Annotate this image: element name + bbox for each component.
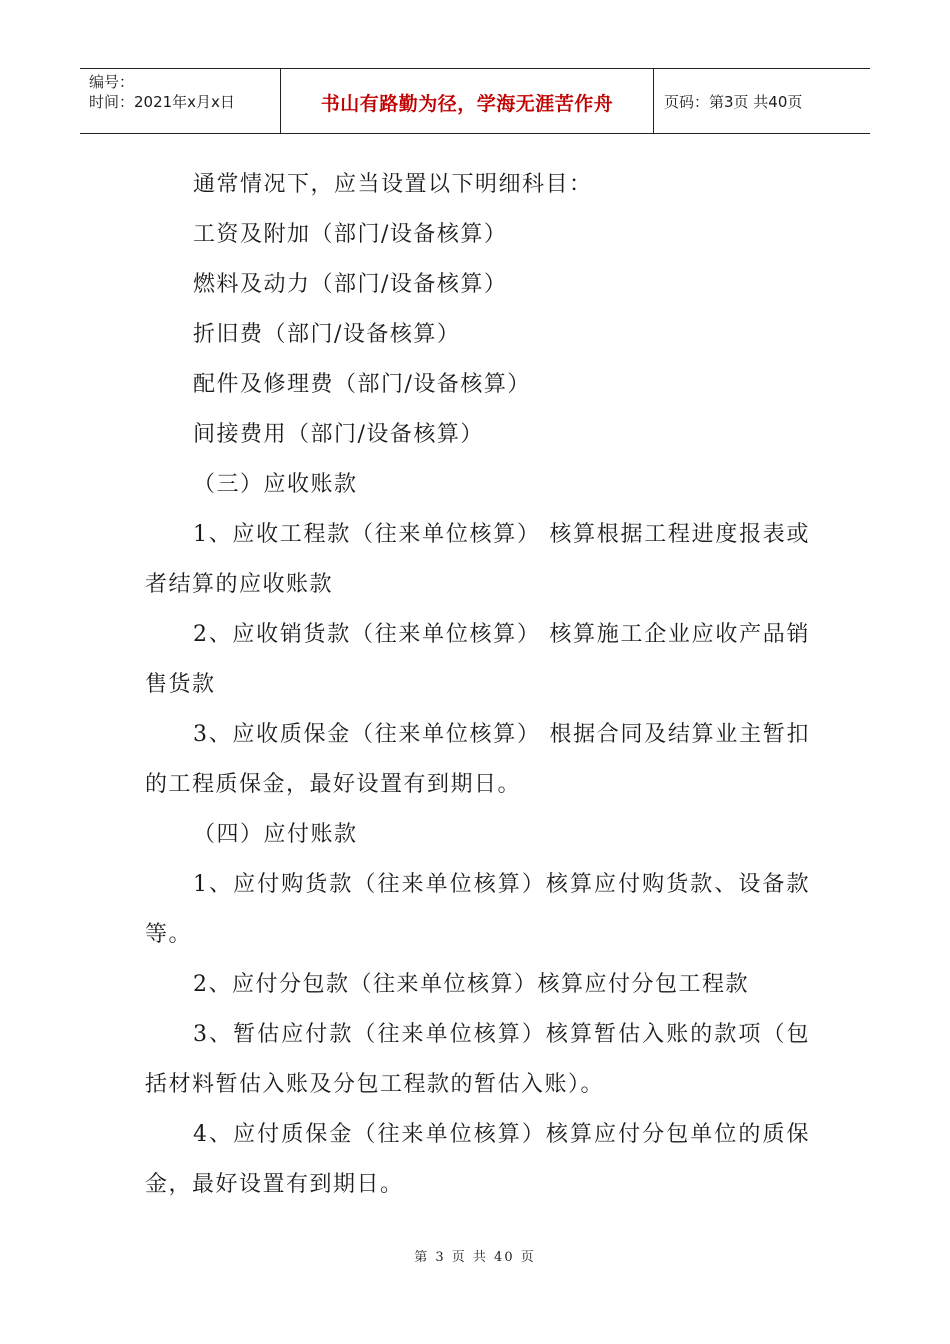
- paragraph: 1、应付购货款（往来单位核算）核算应付购货款、设备款等。: [145, 872, 810, 947]
- paragraph: 2、应付分包款（往来单位核算）核算应付分包工程款: [193, 972, 749, 997]
- paragraph: 工资及附加（部门/设备核算）: [193, 222, 508, 247]
- paragraph: 折旧费（部门/设备核算）: [193, 322, 461, 347]
- document-time-label: 时间：2021年x月x日: [89, 93, 235, 111]
- paragraph: 1、应收工程款（往来单位核算） 核算根据工程进度报表或者结算的应收账款: [145, 522, 810, 597]
- section-heading: （四）应付账款: [193, 822, 358, 847]
- document-number-label: 编号：: [89, 73, 135, 91]
- paragraph: 配件及修理费（部门/设备核算）: [193, 372, 531, 397]
- page-footer: 第 3 页 共 40 页: [414, 1250, 536, 1265]
- paragraph: 3、应收质保金（往来单位核算） 根据合同及结算业主暂扣的工程质保金，最好设置有到期日。: [145, 722, 810, 797]
- section-heading: （三）应收账款: [193, 472, 358, 497]
- paragraph: 3、暂估应付款（往来单位核算）核算暂估入账的款项（包括材料暂估入账及分包工程款的暂估入账）。: [145, 1022, 810, 1097]
- paragraph: 通常情况下，应当设置以下明细科目：: [193, 172, 593, 197]
- paragraph: 间接费用（部门/设备核算）: [193, 422, 484, 447]
- paragraph: 4、应付质保金（往来单位核算）核算应付分包单位的质保金，最好设置有到期日。: [145, 1122, 810, 1197]
- paragraph: 2、应收销货款（往来单位核算） 核算施工企业应收产品销售货款: [145, 622, 810, 697]
- header-page-info: 页码：第3页 共40页: [664, 92, 803, 111]
- header-motto: 书山有路勤为径，学海无涯苦作舟: [281, 69, 654, 133]
- document-body: [145, 160, 810, 1210]
- header-meta: [80, 69, 281, 133]
- page-header: [80, 68, 870, 134]
- paragraph: 燃料及动力（部门/设备核算）: [193, 272, 508, 297]
